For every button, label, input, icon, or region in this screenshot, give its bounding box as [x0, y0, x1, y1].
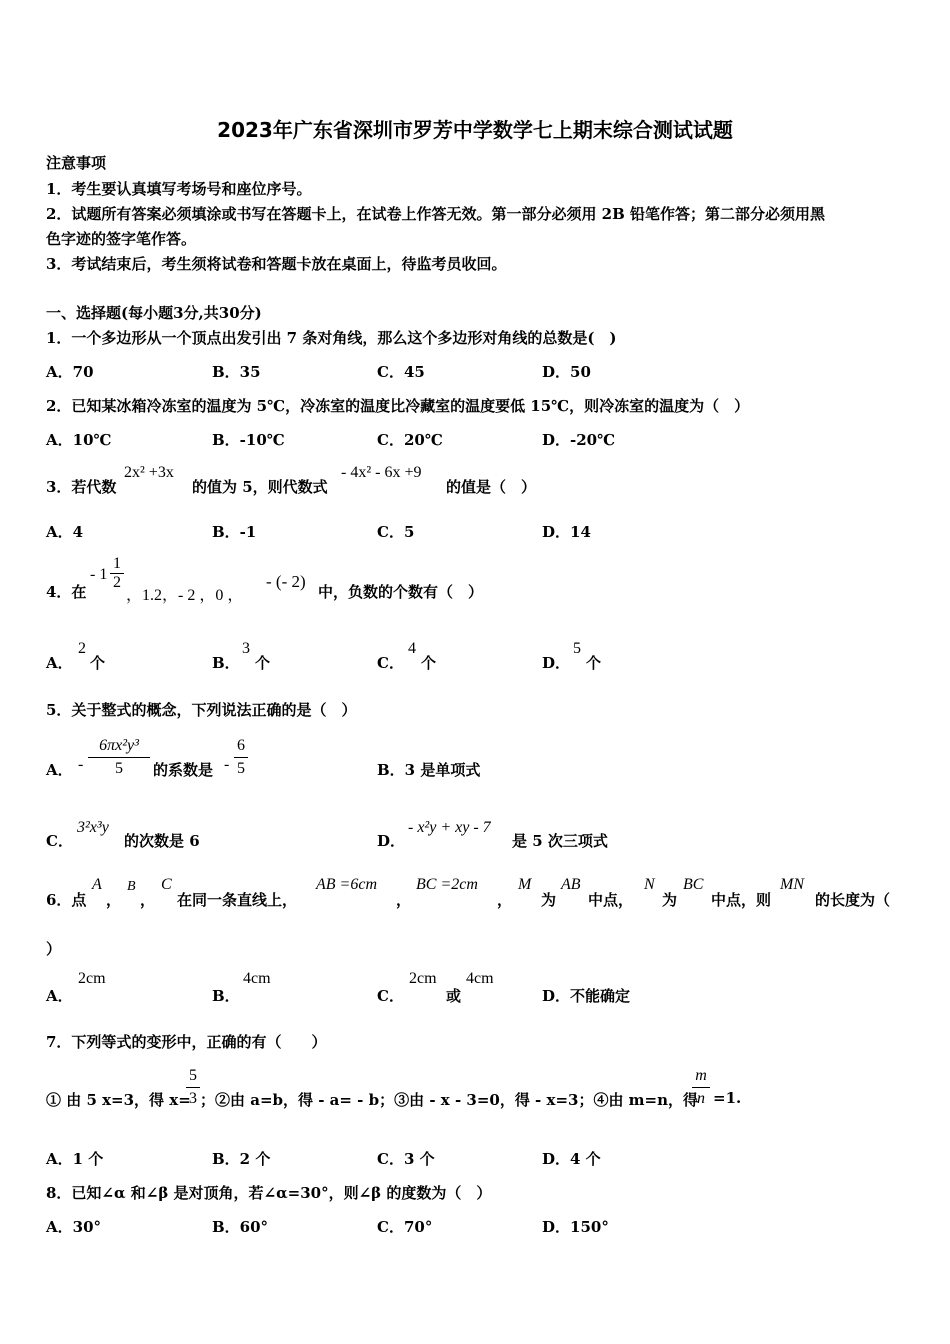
q7-option-b: B．2 个	[212, 1150, 271, 1168]
q3-prefix: 3．若代数	[46, 478, 117, 496]
q6-point-a: A	[92, 876, 102, 893]
q6-option-c-label: C．	[377, 987, 404, 1005]
q7-stem: 7．下列等式的变形中，正确的有（ ）	[46, 1033, 327, 1051]
q3-expression-1: 2x² +3x	[124, 464, 174, 481]
q7-fraction-1-numerator: 5	[186, 1065, 200, 1088]
q5-option-a-numerator: 6πx²y³	[88, 735, 150, 758]
q2-stem: 2．已知某冰箱冷冻室的温度为 5℃，冷冻室的温度比冷藏室的温度要低 15℃，则冷冻室的温度为（ ）	[46, 397, 750, 415]
q4-fraction-denominator: 2	[113, 574, 121, 591]
q6-point-c: C	[161, 876, 172, 893]
notice-item-3: 3．考试结束后，考生须将试卷和答题卡放在桌面上，待监考员收回。	[46, 255, 507, 273]
q6-option-c-or: 或	[446, 987, 462, 1005]
q4-option-d-label: D．	[542, 654, 571, 672]
q4-number-list: ，1.2，- 2 ，0 ，	[126, 587, 244, 604]
q5-option-b: B．3 是单项式	[377, 761, 481, 779]
q6-midpoint-1: 中点，	[588, 891, 634, 909]
q6-comma-1: ，	[106, 891, 122, 909]
q7-fraction-2-denominator: n	[697, 1090, 705, 1107]
q6-segment-ab: AB	[561, 876, 581, 893]
q7-statement-1: ① 由 5 x=3，得 x=	[46, 1091, 191, 1109]
q6-segment-mn: MN	[780, 876, 804, 893]
q4-option-a-label: A．	[46, 654, 73, 672]
q8-option-c: C．70°	[377, 1218, 433, 1236]
q5-option-a-denominator: 5	[115, 760, 123, 777]
q4-option-c-unit: 个	[421, 654, 437, 672]
q6-bc-length: BC =2cm	[416, 876, 478, 893]
q7-statement-4-end: =1.	[713, 1089, 742, 1107]
q3-middle: 的值为 5，则代数式	[192, 478, 328, 496]
q7-option-a: A．1 个	[46, 1150, 104, 1168]
q6-close-paren: ）	[46, 940, 62, 958]
q1-option-a: A．70	[46, 363, 94, 381]
page-title: 2023年广东省深圳市罗芳中学数学七上期末综合测试试题	[217, 118, 733, 142]
q4-expression: - (- 2)	[266, 572, 306, 591]
q8-option-a: A．30°	[46, 1218, 102, 1236]
q6-point-n: N	[644, 876, 655, 893]
q6-option-a-label: A．	[46, 987, 73, 1005]
q4-mixed-fraction	[110, 555, 124, 592]
q7-fraction-1	[186, 1065, 200, 1110]
q4-negative-sign: - 1	[90, 566, 108, 583]
q6-comma-2: ，	[140, 891, 156, 909]
q2-option-c: C．20℃	[377, 431, 443, 449]
q4-prefix: 4．在	[46, 583, 87, 601]
q6-option-c-value-2: 4cm	[466, 970, 494, 987]
q5-option-a-fraction	[88, 735, 150, 780]
q5-option-a-label: A．	[46, 761, 73, 779]
q5-option-d-label: D．	[377, 832, 406, 850]
q3-suffix: 的值是（ ）	[446, 478, 537, 496]
q6-wei-2: 为	[662, 891, 678, 909]
q3-expression-2: - 4x² - 6x +9	[341, 464, 422, 481]
notice-heading: 注意事项	[46, 154, 107, 172]
q5-option-a-fraction-2	[234, 735, 248, 780]
q6-wei-1: 为	[541, 891, 557, 909]
q6-option-d: D．不能确定	[542, 987, 631, 1005]
notice-item-1: 1．考生要认真填写考场号和座位序号。	[46, 180, 312, 198]
q4-option-b-value: 3	[242, 640, 250, 657]
q4-fraction-numerator: 1	[110, 555, 124, 574]
q4-option-a-value: 2	[78, 640, 86, 657]
q4-option-c-value: 4	[408, 640, 416, 657]
q2-option-b: B．-10℃	[212, 431, 285, 449]
notice-item-2-line2: 色字迹的签字笔作答。	[46, 230, 197, 248]
q3-option-a: A．4	[46, 523, 84, 541]
q5-option-d-expression: - x²y + xy - 7	[408, 819, 491, 836]
q4-option-b-label: B．	[212, 654, 240, 672]
q7-option-c: C．3 个	[377, 1150, 435, 1168]
q5-option-c-text: 的次数是 6	[124, 832, 200, 850]
q1-stem: 1．一个多边形从一个顶点出发引出 7 条对角线，那么这个多边形对角线的总数是( )	[46, 329, 617, 347]
q7-fraction-2	[692, 1065, 710, 1110]
q6-option-a-value: 2cm	[78, 970, 106, 987]
q5-option-a-minus-2: -	[224, 756, 230, 773]
q8-stem: 8．已知∠α 和∠β 是对顶角，若∠α=30°，则∠β 的度数为（ ）	[46, 1184, 492, 1202]
q6-point-m: M	[518, 876, 532, 893]
q7-statements-2-4: ；②由 a=b，得 - a= - b；③由 - x - 3=0，得 - x=3；④由 m=n，得	[200, 1091, 699, 1109]
q4-suffix: 中，负数的个数有（ ）	[318, 583, 484, 601]
section-heading: 一、选择题(每小题3分,共30分)	[46, 304, 262, 322]
q7-option-d: D．4 个	[542, 1150, 601, 1168]
q1-option-c: C．45	[377, 363, 425, 381]
q6-point-b: B	[127, 879, 136, 894]
q5-option-c-expression: 3²x³y	[77, 819, 109, 836]
q5-stem: 5．关于整式的概念，下列说法正确的是（ ）	[46, 701, 357, 719]
q6-prefix: 6．点	[46, 891, 87, 909]
q1-option-b: B．35	[212, 363, 261, 381]
q5-option-a-denominator-2: 5	[237, 760, 245, 777]
q4-option-d-value: 5	[573, 640, 581, 657]
q5-option-a-minus: -	[78, 756, 84, 773]
q6-segment-bc: BC	[683, 876, 704, 893]
q6-option-b-value: 4cm	[243, 970, 271, 987]
q5-option-a-numerator-2: 6	[234, 735, 248, 758]
q1-option-d: D．50	[542, 363, 591, 381]
q5-option-d-text: 是 5 次三项式	[512, 832, 608, 850]
q7-fraction-2-numerator: m	[692, 1065, 710, 1088]
q4-option-b-unit: 个	[255, 654, 271, 672]
q8-option-b: B．60°	[212, 1218, 269, 1236]
q6-ab-length: AB =6cm	[316, 876, 377, 893]
q5-option-c-label: C．	[46, 832, 73, 850]
q6-comma-3: ，	[396, 891, 412, 909]
notice-item-2-line1: 2．试题所有答案必须填涂或书写在答题卡上，在试卷上作答无效。第一部分必须用 2B 铅笔作答；第二部分必须用黑	[46, 205, 826, 223]
q4-option-c-label: C．	[377, 654, 404, 672]
q2-option-d: D．-20℃	[542, 431, 616, 449]
q3-option-d: D．14	[542, 523, 591, 541]
q6-middle: 在同一条直线上，	[177, 891, 298, 909]
q6-option-b-label: B．	[212, 987, 240, 1005]
q5-option-a-text: 的系数是	[153, 761, 214, 779]
q6-suffix-1: 中点，则	[711, 891, 772, 909]
q6-suffix-2: 的长度为（	[815, 891, 891, 909]
q6-comma-4: ，	[497, 891, 513, 909]
q4-option-d-unit: 个	[586, 654, 602, 672]
q4-option-a-unit: 个	[90, 654, 106, 672]
q6-option-c-value-1: 2cm	[409, 970, 437, 987]
q3-option-b: B．-1	[212, 523, 257, 541]
q8-option-d: D．150°	[542, 1218, 609, 1236]
q3-option-c: C．5	[377, 523, 415, 541]
q2-option-a: A．10℃	[46, 431, 112, 449]
q7-fraction-1-denominator: 3	[189, 1090, 197, 1107]
